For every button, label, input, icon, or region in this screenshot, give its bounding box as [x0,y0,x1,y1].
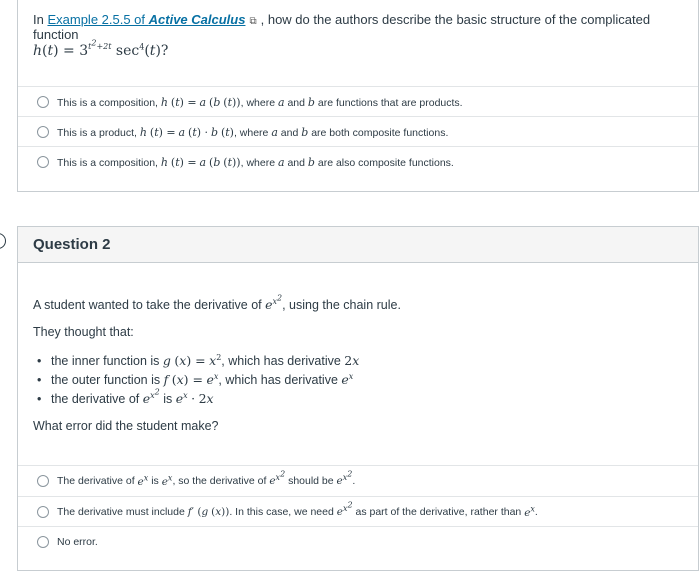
radio-button[interactable] [37,506,49,518]
answer-label: No error. [57,536,98,548]
question-1-text [33,12,698,42]
question-1-card [17,0,699,192]
question-2-title: Question 2 [33,236,111,253]
answer-option[interactable] [18,496,698,527]
answer-option[interactable] [18,526,698,557]
radio-button[interactable] [37,536,49,548]
answer-option[interactable] [18,146,698,177]
bullet-item: • the inner function is g $(x) = x^2$, which has derivative 2x [37,352,360,368]
radio-button[interactable] [37,126,49,138]
question-1-formula: $h(t) = 3^{t^2+2t}$ $\sec^4(t)$? [33,38,169,59]
radio-button[interactable] [37,96,49,108]
intro-prefix: In [33,12,48,27]
question-2-prompt: A student wanted to take the derivative of $e^{x^2}$, using the chain rule. [33,293,401,312]
link-text: Example 2.5.5 of [47,12,149,27]
question-2-header [18,227,698,263]
answer-label: This is a composition, h (t) = a (b (t)), where a and b are also composite functions. [57,155,454,169]
question-2-question: What error did the student make? [33,419,219,433]
bullet-item: • the derivative of $e^{x^2}$ is $e^x \cdot 2x$ [37,387,214,406]
link-book: Active Calculus [148,12,246,27]
answer-label: The derivative must include f′ (g (x)). In this case, we need $e^{x^2}$ as part of the derivative, rather than $e^x$. [57,500,538,519]
example-link[interactable] [47,12,245,27]
answer-option[interactable] [18,86,698,117]
intro-suffix: , how do the authors describe the basic structure of the complicated function [33,12,651,42]
answer-option[interactable] [18,116,698,147]
answer-label: This is a composition, h (t) = a (b (t)), where a and b are functions that are products. [57,95,463,109]
question-2-card [17,226,699,571]
answer-label: This is a product, h (t) = a (t) · b (t), where a and b are both composite functions. [57,125,449,139]
question-2-thought: They thought that: [33,325,134,339]
question-flag-icon[interactable] [0,233,6,249]
bullet-item: • the outer function is f $(x) = e^x$, which has derivative $e^x$ [37,371,354,387]
answer-label: The derivative of $e^x$ is $e^x$, so the derivative of $e^{x^2}$ should be $e^{x^2}$. [57,469,356,488]
radio-button[interactable] [37,156,49,168]
answer-option[interactable] [18,465,698,496]
external-link-icon: ⧉ [249,16,257,27]
radio-button[interactable] [37,475,49,487]
